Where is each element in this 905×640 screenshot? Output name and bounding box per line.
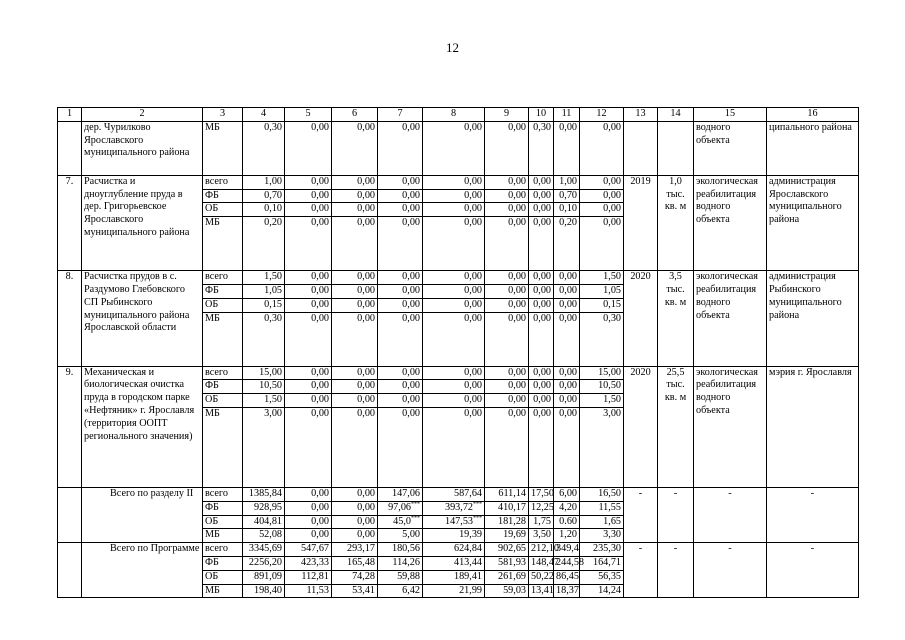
column-header: 10 (529, 108, 554, 122)
amount-cell: 0,00 (378, 203, 423, 217)
amount-cell: 0,00 (378, 366, 423, 380)
column-header: 11 (554, 108, 580, 122)
executor: мэрия г. Ярославля (767, 366, 859, 487)
table-row (58, 366, 859, 380)
amount-cell: 164,71 (580, 556, 624, 570)
amount-cell: 0,00 (423, 175, 485, 189)
amount-cell: 0,00 (554, 284, 580, 298)
amount-cell: 14,24 (580, 584, 624, 598)
amount-cell: 147,06 (378, 487, 423, 501)
amount-cell: 17,50 (529, 487, 554, 501)
amount-cell: 147,53*** (423, 515, 485, 529)
amount-cell: 244,58 (554, 556, 580, 570)
amount-cell: 4,20 (554, 501, 580, 515)
amount-cell: 0,30 (243, 121, 285, 175)
amount-cell: 0,00 (529, 394, 554, 408)
amount-cell: 0,00 (285, 189, 332, 203)
amount-cell: 0,00 (423, 298, 485, 312)
column-header: 14 (658, 108, 694, 122)
executor: - (767, 487, 859, 542)
amount-cell: 0,00 (554, 407, 580, 487)
column-header: 3 (203, 108, 243, 122)
amount-cell: 0,70 (243, 189, 285, 203)
amount-cell: 0,00 (332, 189, 378, 203)
amount-cell: 56,35 (580, 570, 624, 584)
executor: ципального района (767, 121, 859, 175)
page-number: 12 (446, 40, 459, 55)
amount-cell: 11,53 (285, 584, 332, 598)
amount-cell: 0,00 (378, 380, 423, 394)
program-table (57, 107, 859, 598)
capacity (658, 121, 694, 175)
funding-source: всего (203, 271, 243, 285)
amount-cell: 0,00 (285, 501, 332, 515)
amount-cell: 0,00 (580, 217, 624, 271)
amount-cell: 3,30 (580, 529, 624, 543)
amount-cell: 0,00 (423, 366, 485, 380)
column-header: 6 (332, 108, 378, 122)
amount-cell: 0,00 (485, 121, 529, 175)
amount-cell: 0,00 (378, 284, 423, 298)
amount-cell: 180,56 (378, 543, 423, 557)
amount-cell: 12,25 (529, 501, 554, 515)
event-name: Расчистка и дноуглубление пруда в дер. Григорьевское Ярославского муниципального района (82, 175, 203, 270)
amount-cell: 393,72*** (423, 501, 485, 515)
amount-cell: 10,50 (580, 380, 624, 394)
event-name: дер. Чурилково Ярославского муниципального района (82, 121, 203, 175)
amount-cell: 0,00 (285, 284, 332, 298)
amount-cell: 0,00 (554, 380, 580, 394)
amount-cell: 189,41 (423, 570, 485, 584)
amount-cell: 1,00 (554, 175, 580, 189)
amount-cell: 293,17 (332, 543, 378, 557)
amount-cell: 1,00 (243, 175, 285, 189)
expected-result: водного объекта (694, 121, 767, 175)
amount-cell: 0,00 (378, 407, 423, 487)
amount-cell: 0,00 (485, 271, 529, 285)
funding-source: всего (203, 543, 243, 557)
amount-cell: 11,55 (580, 501, 624, 515)
amount-cell: 928,95 (243, 501, 285, 515)
funding-source: МБ (203, 407, 243, 487)
amount-cell: 261,69 (485, 570, 529, 584)
amount-cell: 0,00 (378, 312, 423, 366)
amount-cell: 0,00 (485, 380, 529, 394)
header-row (58, 108, 859, 122)
amount-cell: 53,41 (332, 584, 378, 598)
amount-cell: 0,00 (554, 298, 580, 312)
amount-cell: 59,03 (485, 584, 529, 598)
capacity: 3,5 тыс. кв. м (658, 271, 694, 366)
amount-cell: 0,00 (554, 312, 580, 366)
amount-cell: 15,00 (580, 366, 624, 380)
table-row (58, 271, 859, 285)
amount-cell: 1,20 (554, 529, 580, 543)
amount-cell: 3,00 (243, 407, 285, 487)
amount-cell: 0,00 (423, 121, 485, 175)
amount-cell: 0,00 (332, 217, 378, 271)
amount-cell: 19,69 (485, 529, 529, 543)
executor: администрация Ярославского муниципального района (767, 175, 859, 270)
executor: - (767, 543, 859, 598)
column-header: 8 (423, 108, 485, 122)
amount-cell: 0,00 (332, 501, 378, 515)
amount-cell: 1385,84 (243, 487, 285, 501)
funding-source: ОБ (203, 515, 243, 529)
amount-cell: 587,64 (423, 487, 485, 501)
funding-source: МБ (203, 312, 243, 366)
capacity: - (658, 543, 694, 598)
row-number: 8. (58, 271, 82, 366)
amount-cell: 624,84 (423, 543, 485, 557)
amount-cell: 0,00 (485, 175, 529, 189)
amount-cell: 0,30 (243, 312, 285, 366)
amount-cell: 0,00 (285, 487, 332, 501)
amount-cell: 0,00 (378, 217, 423, 271)
year: - (624, 487, 658, 542)
amount-cell: 0,00 (332, 394, 378, 408)
amount-cell: 0,00 (485, 203, 529, 217)
amount-cell: 0,00 (378, 189, 423, 203)
expected-result: экологическая реабилитация водного объекта (694, 271, 767, 366)
amount-cell: 2256,20 (243, 556, 285, 570)
amount-cell: 0,00 (485, 312, 529, 366)
amount-cell: 0,30 (529, 121, 554, 175)
funding-source: всего (203, 175, 243, 189)
amount-cell: 3,00 (580, 407, 624, 487)
amount-cell: 0,00 (423, 284, 485, 298)
table-row (58, 543, 859, 557)
amount-cell: 581,93 (485, 556, 529, 570)
table-row (58, 175, 859, 189)
funding-source: МБ (203, 529, 243, 543)
funding-source: ФБ (203, 501, 243, 515)
amount-cell: 0,00 (332, 366, 378, 380)
column-header: 5 (285, 108, 332, 122)
amount-cell: 0,15 (580, 298, 624, 312)
amount-cell: 0,00 (529, 380, 554, 394)
capacity: 1,0 тыс. кв. м (658, 175, 694, 270)
amount-cell: 1,50 (243, 394, 285, 408)
amount-cell: 6,42 (378, 584, 423, 598)
amount-cell: 0,20 (554, 217, 580, 271)
funding-source: ФБ (203, 284, 243, 298)
amount-cell: 74,28 (332, 570, 378, 584)
amount-cell: 1,50 (243, 271, 285, 285)
amount-cell: 0,00 (423, 217, 485, 271)
amount-cell: 0,00 (529, 189, 554, 203)
column-header: 16 (767, 108, 859, 122)
amount-cell: 0,00 (285, 407, 332, 487)
amount-cell: 0,00 (285, 515, 332, 529)
amount-cell: 114,26 (378, 556, 423, 570)
executor: администрация Рыбинского муниципального района (767, 271, 859, 366)
amount-cell: 0,00 (485, 298, 529, 312)
amount-cell: 413,44 (423, 556, 485, 570)
amount-cell: 112,81 (285, 570, 332, 584)
amount-cell: 50,22 (529, 570, 554, 584)
amount-cell: 0,00 (285, 175, 332, 189)
amount-cell: 0,00 (332, 284, 378, 298)
year: - (624, 543, 658, 598)
column-header: 1 (58, 108, 82, 122)
amount-cell: 0,00 (423, 203, 485, 217)
amount-cell: 0.60 (554, 515, 580, 529)
amount-cell: 0,00 (423, 189, 485, 203)
amount-cell: 0,10 (554, 203, 580, 217)
amount-cell: 1,65 (580, 515, 624, 529)
column-header: 4 (243, 108, 285, 122)
amount-cell: 19,39 (423, 529, 485, 543)
amount-cell: 0,30 (580, 312, 624, 366)
funding-source: ОБ (203, 203, 243, 217)
amount-cell: 0,00 (332, 529, 378, 543)
amount-cell: 6,00 (554, 487, 580, 501)
amount-cell: 212,10 (529, 543, 554, 557)
amount-cell: 0,00 (485, 284, 529, 298)
amount-cell: 0,00 (423, 380, 485, 394)
event-name: Механическая и биологическая очистка пруда в городском парке «Нефтяник» г. Ярославля (территория ООПТ регионального значения) (82, 366, 203, 487)
amount-cell: 0,00 (554, 271, 580, 285)
capacity: 25,5 тыс. кв. м (658, 366, 694, 487)
amount-cell: 13,41 (529, 584, 554, 598)
amount-cell: 902,65 (485, 543, 529, 557)
amount-cell: 547,67 (285, 543, 332, 557)
amount-cell: 0,00 (529, 284, 554, 298)
amount-cell: 16,50 (580, 487, 624, 501)
amount-cell: 891,09 (243, 570, 285, 584)
amount-cell: 3,50 (529, 529, 554, 543)
amount-cell: 0,00 (285, 312, 332, 366)
year: 2019 (624, 175, 658, 270)
column-header: 7 (378, 108, 423, 122)
amount-cell: 0,00 (529, 203, 554, 217)
amount-cell: 0,00 (285, 394, 332, 408)
amount-cell: 0,00 (332, 312, 378, 366)
amount-cell: 198,40 (243, 584, 285, 598)
amount-cell: 423,33 (285, 556, 332, 570)
expected-result: - (694, 543, 767, 598)
amount-cell: 0,00 (423, 394, 485, 408)
amount-cell: 1,05 (243, 284, 285, 298)
amount-cell: 1,75 (529, 515, 554, 529)
amount-cell: 165,48 (332, 556, 378, 570)
column-header: 2 (82, 108, 203, 122)
amount-cell: 404,81 (243, 515, 285, 529)
row-number: 7. (58, 175, 82, 270)
amount-cell: 0,00 (332, 203, 378, 217)
expected-result: экологическая реабилитация водного объекта (694, 366, 767, 487)
funding-source: МБ (203, 121, 243, 175)
amount-cell: 0,00 (332, 298, 378, 312)
row-number (58, 543, 82, 598)
column-header: 13 (624, 108, 658, 122)
amount-cell: 45,0*** (378, 515, 423, 529)
year (624, 121, 658, 175)
year: 2020 (624, 366, 658, 487)
amount-cell: 1,50 (580, 271, 624, 285)
amount-cell: 0,00 (485, 217, 529, 271)
amount-cell: 0,00 (378, 121, 423, 175)
column-header: 15 (694, 108, 767, 122)
funding-source: всего (203, 366, 243, 380)
funding-source: МБ (203, 217, 243, 271)
amount-cell: 86,45 (554, 570, 580, 584)
amount-cell: 0,00 (378, 271, 423, 285)
amount-cell: 0,00 (529, 217, 554, 271)
amount-cell: 52,08 (243, 529, 285, 543)
amount-cell: 0,00 (580, 203, 624, 217)
amount-cell: 0,00 (529, 298, 554, 312)
amount-cell: 0,00 (580, 175, 624, 189)
column-header: 9 (485, 108, 529, 122)
amount-cell: 235,30 (580, 543, 624, 557)
amount-cell: 0,00 (332, 515, 378, 529)
amount-cell: 0,00 (332, 487, 378, 501)
amount-cell: 0,00 (285, 217, 332, 271)
amount-cell: 0,00 (285, 529, 332, 543)
event-name: Всего по Программе (82, 543, 203, 598)
amount-cell: 0,00 (285, 121, 332, 175)
capacity: - (658, 487, 694, 542)
amount-cell: 148,47 (529, 556, 554, 570)
amount-cell: 0,00 (485, 394, 529, 408)
amount-cell: 3345,69 (243, 543, 285, 557)
amount-cell: 0,00 (332, 407, 378, 487)
amount-cell: 10,50 (243, 380, 285, 394)
amount-cell: 0,20 (243, 217, 285, 271)
amount-cell: 0,70 (554, 189, 580, 203)
amount-cell: 611,14 (485, 487, 529, 501)
amount-cell: 0,00 (529, 271, 554, 285)
amount-cell: 0,00 (580, 189, 624, 203)
amount-cell: 15,00 (243, 366, 285, 380)
amount-cell: 0,00 (485, 366, 529, 380)
amount-cell: 0,10 (243, 203, 285, 217)
amount-cell: 18,37 (554, 584, 580, 598)
expected-result: - (694, 487, 767, 542)
amount-cell: 0,00 (554, 394, 580, 408)
amount-cell: 0,00 (332, 175, 378, 189)
amount-cell: 0,00 (285, 380, 332, 394)
funding-source: всего (203, 487, 243, 501)
amount-cell: 59,88 (378, 570, 423, 584)
amount-cell: 0,00 (529, 312, 554, 366)
amount-cell: 0,00 (423, 271, 485, 285)
amount-cell: 0,00 (423, 312, 485, 366)
funding-source: ОБ (203, 570, 243, 584)
amount-cell: 0,15 (243, 298, 285, 312)
event-name: Расчистка прудов в с. Раздумово Глебовского СП Рыбинского муниципального района Ярославской области (82, 271, 203, 366)
column-header: 12 (580, 108, 624, 122)
row-number (58, 487, 82, 542)
amount-cell: 0,00 (378, 394, 423, 408)
funding-source: ОБ (203, 298, 243, 312)
event-name: Всего по разделу II (82, 487, 203, 542)
amount-cell: 349,4 (554, 543, 580, 557)
amount-cell: 0,00 (332, 380, 378, 394)
amount-cell: 1,50 (580, 394, 624, 408)
funding-source: ОБ (203, 394, 243, 408)
amount-cell: 1,05 (580, 284, 624, 298)
table-row (58, 487, 859, 501)
amount-cell: 0,00 (285, 271, 332, 285)
amount-cell: 21,99 (423, 584, 485, 598)
amount-cell: 0,00 (485, 407, 529, 487)
amount-cell: 0,00 (285, 298, 332, 312)
amount-cell: 0,00 (529, 366, 554, 380)
funding-source: ФБ (203, 380, 243, 394)
funding-source: МБ (203, 584, 243, 598)
amount-cell: 0,00 (554, 121, 580, 175)
amount-cell: 0,00 (554, 366, 580, 380)
amount-cell: 0,00 (485, 189, 529, 203)
amount-cell: 5,00 (378, 529, 423, 543)
row-number: 9. (58, 366, 82, 487)
amount-cell: 0,00 (285, 366, 332, 380)
amount-cell: 0,00 (332, 121, 378, 175)
funding-source: ФБ (203, 189, 243, 203)
amount-cell: 0,00 (580, 121, 624, 175)
year: 2020 (624, 271, 658, 366)
amount-cell: 0,00 (332, 271, 378, 285)
amount-cell: 0,00 (285, 203, 332, 217)
row-number (58, 121, 82, 175)
amount-cell: 181,28 (485, 515, 529, 529)
amount-cell: 97,06*** (378, 501, 423, 515)
amount-cell: 0,00 (529, 407, 554, 487)
amount-cell: 0,00 (423, 407, 485, 487)
amount-cell: 0,00 (378, 298, 423, 312)
amount-cell: 410,17 (485, 501, 529, 515)
expected-result: экологическая реабилитация водного объекта (694, 175, 767, 270)
amount-cell: 0,00 (529, 175, 554, 189)
amount-cell: 0,00 (378, 175, 423, 189)
funding-source: ФБ (203, 556, 243, 570)
table-row (58, 121, 859, 175)
